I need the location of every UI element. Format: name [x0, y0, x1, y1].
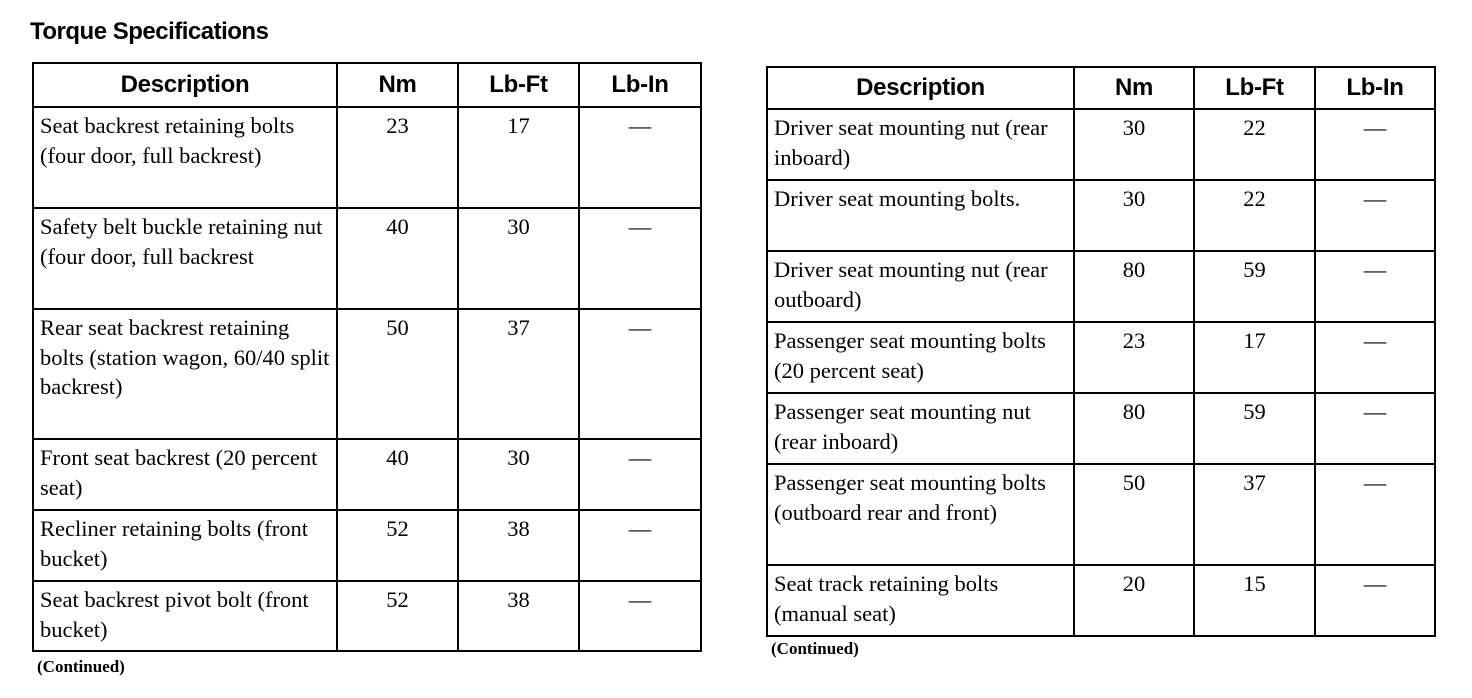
- description-cell: Seat backrest retaining bolts (four door, full backrest): [33, 107, 337, 208]
- nm-cell: 20: [1074, 565, 1194, 636]
- column-header-lbin: Lb-In: [1315, 67, 1435, 109]
- lbin-cell: —: [1315, 565, 1435, 636]
- lbin-cell: —: [579, 581, 701, 651]
- description-cell: Passenger seat mounting bolts (outboard rear and front): [767, 464, 1074, 565]
- lbft-cell: 59: [1194, 393, 1315, 464]
- nm-cell: 23: [1074, 322, 1194, 393]
- lbft-cell: 38: [458, 581, 579, 651]
- lbft-cell: 17: [458, 107, 579, 208]
- nm-cell: 52: [337, 510, 458, 581]
- torque-table-left: [32, 62, 702, 652]
- description-cell: Seat track retaining bolts (manual seat): [767, 565, 1074, 636]
- lbft-cell: 22: [1194, 180, 1315, 251]
- table-row: [767, 109, 1435, 180]
- table-row: [767, 180, 1435, 251]
- nm-cell: 40: [337, 439, 458, 510]
- lbin-cell: —: [579, 439, 701, 510]
- continued-note: (Continued): [771, 639, 859, 658]
- table-row: [33, 309, 701, 439]
- description-cell: Rear seat backrest retaining bolts (station wagon, 60/40 split backrest): [33, 309, 337, 439]
- nm-cell: 40: [337, 208, 458, 309]
- lbft-cell: 59: [1194, 251, 1315, 322]
- table-row: [33, 208, 701, 309]
- lbft-cell: 37: [1194, 464, 1315, 565]
- table-row: [767, 393, 1435, 464]
- description-cell: Driver seat mounting bolts.: [767, 180, 1074, 251]
- description-cell: Driver seat mounting nut (rear inboard): [767, 109, 1074, 180]
- table-row: [767, 464, 1435, 565]
- nm-cell: 52: [337, 581, 458, 651]
- torque-table-right: [766, 66, 1436, 637]
- lbin-cell: —: [579, 510, 701, 581]
- table-row: [767, 251, 1435, 322]
- column-header-lbin: Lb-In: [579, 63, 701, 107]
- column-header-description: Description: [33, 63, 337, 107]
- description-cell: Driver seat mounting nut (rear outboard): [767, 251, 1074, 322]
- table-row: [767, 565, 1435, 636]
- description-cell: Recliner retaining bolts (front bucket): [33, 510, 337, 581]
- description-cell: Passenger seat mounting bolts (20 percent seat): [767, 322, 1074, 393]
- description-cell: Front seat backrest (20 percent seat): [33, 439, 337, 510]
- nm-cell: 23: [337, 107, 458, 208]
- column-header-lbft: Lb-Ft: [1194, 67, 1315, 109]
- continued-note: (Continued): [37, 657, 125, 676]
- nm-cell: 50: [1074, 464, 1194, 565]
- table-row: [33, 581, 701, 651]
- nm-cell: 30: [1074, 109, 1194, 180]
- column-header-nm: Nm: [337, 63, 458, 107]
- nm-cell: 50: [337, 309, 458, 439]
- column-header-lbft: Lb-Ft: [458, 63, 579, 107]
- lbin-cell: —: [579, 208, 701, 309]
- description-cell: Seat backrest pivot bolt (front bucket): [33, 581, 337, 651]
- column-header-nm: Nm: [1074, 67, 1194, 109]
- lbft-cell: 38: [458, 510, 579, 581]
- nm-cell: 30: [1074, 180, 1194, 251]
- nm-cell: 80: [1074, 393, 1194, 464]
- lbin-cell: —: [579, 107, 701, 208]
- lbft-cell: 17: [1194, 322, 1315, 393]
- column-header-description: Description: [767, 67, 1074, 109]
- lbft-cell: 30: [458, 208, 579, 309]
- lbin-cell: —: [1315, 393, 1435, 464]
- table-row: [767, 322, 1435, 393]
- page-title: Torque Specifications: [30, 18, 269, 45]
- lbin-cell: —: [1315, 464, 1435, 565]
- lbin-cell: —: [1315, 322, 1435, 393]
- lbin-cell: —: [1315, 180, 1435, 251]
- lbft-cell: 22: [1194, 109, 1315, 180]
- lbft-cell: 37: [458, 309, 579, 439]
- table-row: [33, 439, 701, 510]
- table-header-row: [767, 67, 1435, 109]
- lbin-cell: —: [1315, 109, 1435, 180]
- lbin-cell: —: [579, 309, 701, 439]
- nm-cell: 80: [1074, 251, 1194, 322]
- table-header-row: [33, 63, 701, 107]
- lbft-cell: 15: [1194, 565, 1315, 636]
- lbin-cell: —: [1315, 251, 1435, 322]
- table-row: [33, 107, 701, 208]
- lbft-cell: 30: [458, 439, 579, 510]
- description-cell: Safety belt buckle retaining nut (four door, full backrest: [33, 208, 337, 309]
- table-row: [33, 510, 701, 581]
- description-cell: Passenger seat mounting nut (rear inboard): [767, 393, 1074, 464]
